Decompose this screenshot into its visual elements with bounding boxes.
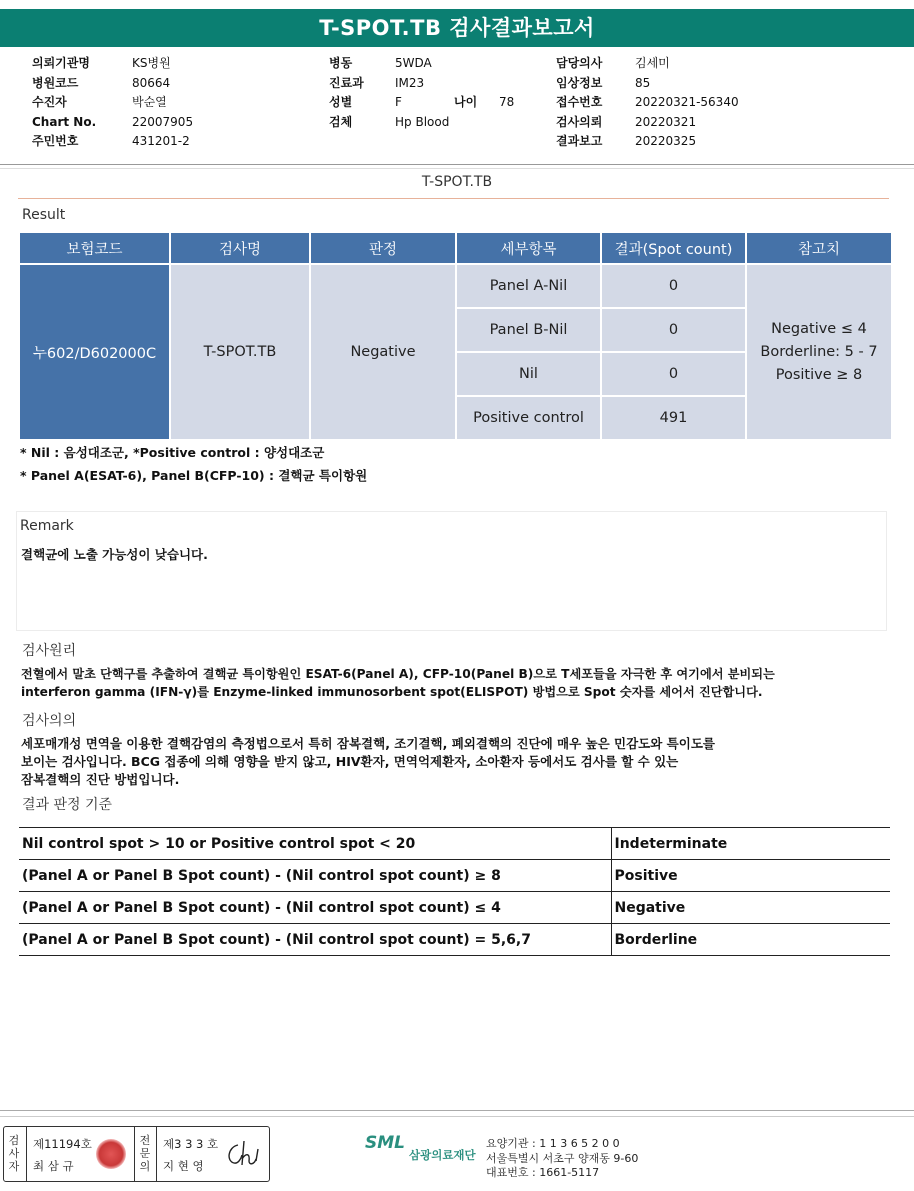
- specialist-name: 지 현 영: [163, 1159, 204, 1173]
- info-key: 의뢰기관명: [32, 56, 90, 70]
- info-key: 임상정보: [556, 75, 603, 90]
- info-key: 진료과: [329, 75, 364, 90]
- info-value: 20220325: [635, 134, 697, 148]
- remark-label: Remark: [20, 518, 74, 534]
- info-value: 22007905: [132, 114, 194, 129]
- info-row: [32, 74, 193, 94]
- specialist-label: 전 문 의: [139, 1134, 151, 1173]
- info-row: [32, 93, 193, 113]
- info-value: KS병원: [132, 56, 171, 70]
- significance-line: 세포매개성 면역을 이용한 결핵감염의 측정법으로서 특히 잠복결핵, 조기결핵, 폐외결핵의 진단에 매우 높은 민감도와 특이도를: [21, 736, 715, 751]
- info-key: 주민번호: [32, 134, 79, 148]
- info-row: [556, 54, 739, 74]
- info-value: 85: [635, 75, 651, 90]
- info-value: 박순열: [132, 95, 167, 109]
- sub-item-name: Nil: [457, 353, 600, 397]
- info-value: IM23: [395, 75, 425, 90]
- reference-line: Negative ≤ 4: [771, 320, 867, 337]
- footnote: * Panel A(ESAT-6), Panel B(CFP-10) : 결핵균 특이항원: [20, 468, 368, 483]
- header-spot-count: 결과(Spot count): [602, 233, 745, 265]
- criteria-condition: (Panel A or Panel B Spot count) - (Nil control spot count) ≥ 8: [19, 860, 611, 892]
- principle-label: 검사원리: [22, 643, 77, 659]
- signature-icon: [224, 1139, 264, 1169]
- info-value: 20220321: [635, 114, 697, 129]
- sub-item-name: Panel A-Nil: [457, 265, 600, 309]
- header-info-col1: [32, 54, 193, 152]
- signature-box: [3, 1126, 270, 1182]
- result-label: Result: [22, 207, 66, 223]
- table-row: [19, 892, 890, 924]
- info-key: 병동: [329, 56, 353, 70]
- info-row: [329, 113, 514, 133]
- judgement: Negative: [311, 265, 455, 441]
- header-info-col2: [329, 54, 514, 132]
- header-insurance-code: 보험코드: [20, 233, 169, 265]
- specialist-number: 제3 3 3 호: [163, 1137, 219, 1151]
- spot-count: 0: [602, 309, 745, 353]
- criteria-result: Borderline: [611, 924, 890, 956]
- principle-line: 전혈에서 말초 단핵구를 추출하여 결핵균 특이항원인 ESAT-6(Panel A), CFP-10(Panel B)으로 T세포들을 자극한 후 여기에서 분비되는: [21, 667, 775, 681]
- info-value: 80664: [132, 75, 171, 90]
- sub-item-name: Panel B-Nil: [457, 309, 600, 353]
- criteria-condition: (Panel A or Panel B Spot count) - (Nil control spot count) ≤ 4: [19, 892, 611, 924]
- info-row: [556, 93, 739, 113]
- criteria-label: 결과 판정 기준: [22, 797, 113, 813]
- spot-count: 491: [602, 397, 745, 441]
- info-key: 결과보고: [556, 134, 603, 148]
- info-key: 담당의사: [556, 56, 603, 70]
- section-divider: [18, 198, 889, 199]
- header-reference: 참고치: [747, 233, 891, 265]
- criteria-condition: Nil control spot > 10 or Positive control spot < 20: [19, 828, 611, 860]
- info-key-age: 나이: [454, 95, 478, 109]
- sub-item-name: Positive control: [457, 397, 600, 441]
- header-info-col3: [556, 54, 739, 152]
- info-value-age: 78: [499, 95, 515, 109]
- principle-line: interferon gamma (IFN-γ)를 Enzyme-linked immunosorbent spot(ELISPOT) 방법으로 Spot 숫자를 세어서 진단합니다.: [21, 685, 763, 699]
- box-divider: [26, 1127, 27, 1181]
- info-row: [556, 132, 739, 152]
- significance-label: 검사의의: [22, 713, 77, 729]
- info-row: [329, 54, 514, 74]
- info-key: 성별: [329, 95, 353, 109]
- info-value: Hp Blood: [395, 114, 450, 129]
- info-key: Chart No.: [32, 114, 97, 129]
- info-row: [32, 113, 193, 133]
- remark-box: [16, 511, 887, 631]
- significance-line: 보이는 검사입니다. BCG 접종에 의해 영향을 받지 않고, HIV환자, 면역억제환자, 소아환자 등에서도 검사를 할 수 있는: [21, 754, 679, 769]
- info-row: [556, 74, 739, 94]
- info-value: F: [395, 95, 402, 109]
- examiner-name: 최 삼 규: [33, 1159, 74, 1173]
- table-row: [19, 924, 890, 956]
- info-value: 431201-2: [132, 134, 190, 148]
- result-table: [18, 233, 893, 441]
- criteria-table: [19, 827, 890, 956]
- org-phone: 대표번호 : 1661-5117: [486, 1166, 600, 1179]
- test-name: T-SPOT.TB: [171, 265, 309, 441]
- header-sub-item: 세부항목: [457, 233, 600, 265]
- info-value: 김세미: [635, 56, 670, 70]
- reference-line: Borderline: 5 - 7: [760, 343, 878, 360]
- criteria-result: Indeterminate: [611, 828, 890, 860]
- seal-stamp-icon: [96, 1139, 126, 1169]
- significance-line: 잠복결핵의 진단 방법입니다.: [21, 772, 180, 787]
- criteria-result: Positive: [611, 860, 890, 892]
- info-row: [329, 93, 514, 113]
- box-divider: [134, 1127, 135, 1181]
- examiner-label: 검 사 자: [8, 1134, 20, 1173]
- box-divider: [156, 1127, 157, 1181]
- footer-divider: [0, 1110, 914, 1111]
- header-judgement: 판정: [311, 233, 455, 265]
- org-name: 삼광의료재단: [409, 1148, 476, 1162]
- result-header-row: [20, 233, 891, 265]
- info-key: 검체: [329, 114, 353, 129]
- criteria-result: Negative: [611, 892, 890, 924]
- remark-text: 결핵균에 노출 가능성이 낮습니다.: [21, 547, 208, 562]
- table-row: [19, 860, 890, 892]
- reference-line: Positive ≥ 8: [775, 366, 863, 383]
- care-institution-code: 요양기관 : 1 1 3 6 5 2 0 0: [486, 1137, 620, 1150]
- reference-range: [747, 265, 891, 441]
- info-value: 5WDA: [395, 56, 432, 70]
- info-key: 검사의뢰: [556, 114, 603, 129]
- section-title: T-SPOT.TB: [421, 174, 493, 190]
- header-test-name: 검사명: [171, 233, 309, 265]
- header-divider: [0, 164, 914, 165]
- spot-count: 0: [602, 353, 745, 397]
- org-address: 서울특별시 서초구 양재동 9-60: [486, 1152, 639, 1165]
- spot-count: 0: [602, 265, 745, 309]
- sml-logo: SML: [365, 1133, 405, 1153]
- report-title: T-SPOT.TB 검사결과보고서: [0, 9, 914, 47]
- info-row: [329, 74, 514, 94]
- table-row: [20, 265, 891, 309]
- table-row: [19, 828, 890, 860]
- footnote: * Nil : 음성대조군, *Positive control : 양성대조군: [20, 445, 325, 460]
- footer-divider: [0, 1116, 914, 1117]
- examiner-number: 제11194호: [33, 1137, 92, 1151]
- info-value: 20220321-56340: [635, 95, 739, 109]
- info-row: [32, 54, 193, 74]
- info-key: 접수번호: [556, 95, 603, 109]
- insurance-code: 누602/D602000C: [20, 265, 169, 441]
- header-divider: [0, 168, 914, 169]
- info-key: 수진자: [32, 95, 67, 109]
- info-row: [556, 113, 739, 133]
- criteria-condition: (Panel A or Panel B Spot count) - (Nil control spot count) = 5,6,7: [19, 924, 611, 956]
- info-row: [32, 132, 193, 152]
- info-key: 병원코드: [32, 75, 79, 90]
